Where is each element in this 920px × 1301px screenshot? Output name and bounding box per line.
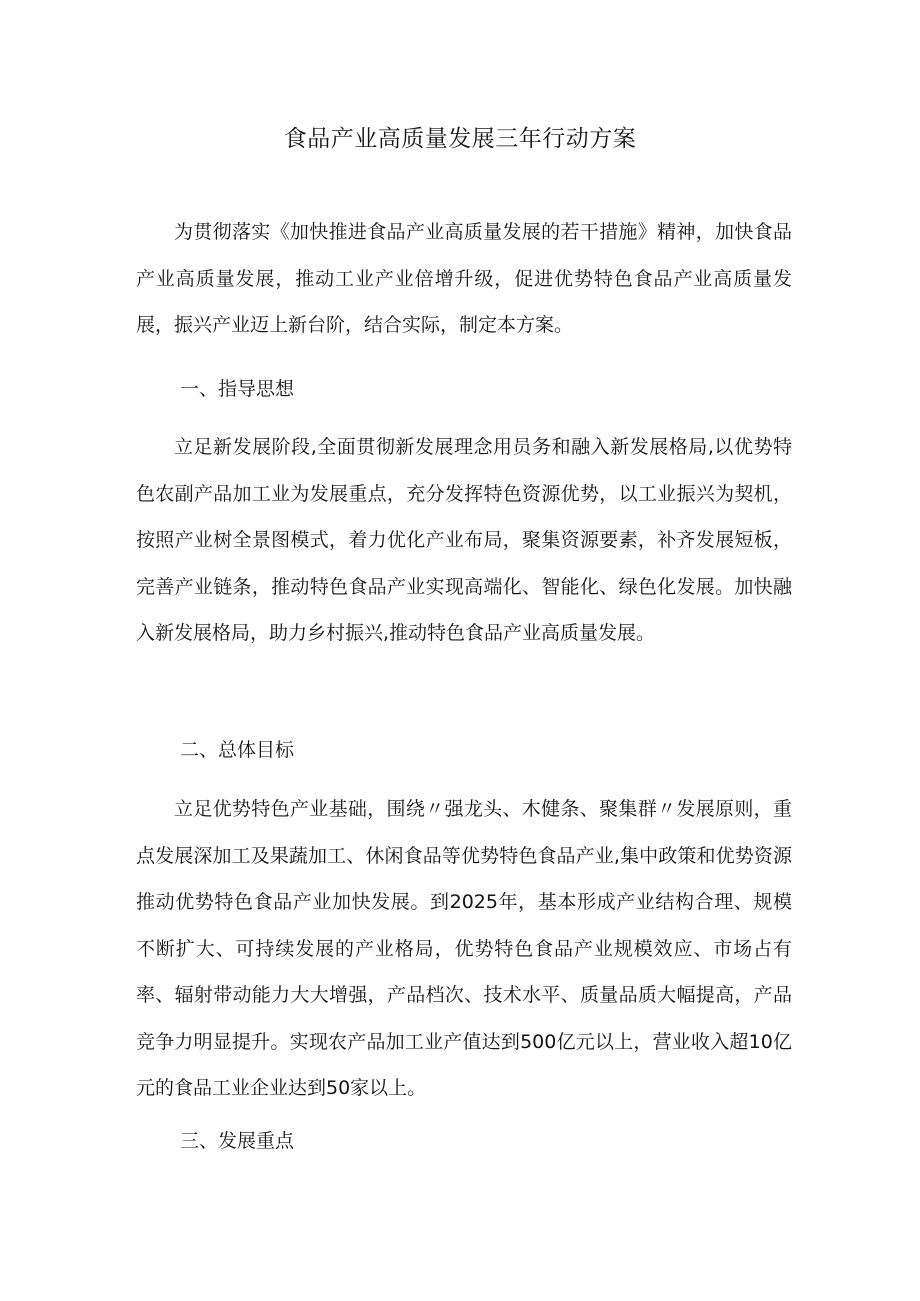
section-heading-guiding-ideology: 一、指导思想 (180, 378, 295, 400)
document-title: 食品产业高质量发展三年行动方案 (283, 126, 637, 152)
section-heading-overall-goals: 二、总体目标 (180, 739, 295, 761)
section-heading-development-focus: 三、发展重点 (180, 1130, 295, 1152)
section-paragraph-overall-goals: 立足优势特色产业基础，围绕〃强龙头、木健条、聚集群〃发展原则，重点发展深加工及果蔬加工、休闲食品等优势特色食品产业,集中政策和优势资源推动优势特色食品产业加快发展。到2025年，基本形成产业结构合理、规模不断扩大、可持续发展的产业格局，优势特色食品产业规模效应、市场占有率、辐射带动能力大大增强，产品档次、技术水平、质量品质大幅提高，产品竞争力明显提升。实现农产品加工业产值达到500亿元以上，营业收入超10亿元的食品工业企业达到50家以上。 (136, 798, 792, 1099)
section-paragraph-guiding-ideology: 立足新发展阶段,全面贯彻新发展理念用员务和融入新发展格局,以优势特色农副产品加工业为发展重点，充分发挥特色资源优势，以工业振兴为契机，按照产业树全景图模式，着力优化产业布局，聚集资源要素，补齐发展短板，完善产业链条，推动特色食品产业实现高端化、智能化、绿色化发展。加快融入新发展格局，助力乡村振兴,推动特色食品产业高质量发展。 (136, 436, 792, 644)
intro-paragraph: 为贯彻落实《加快推进食品产业高质量发展的若干措施》精神，加快食品产业高质量发展，推动工业产业倍增升级，促进优势特色食品产业高质量发展，振兴产业迈上新台阶，结合实际，制定本方案。 (136, 221, 792, 336)
